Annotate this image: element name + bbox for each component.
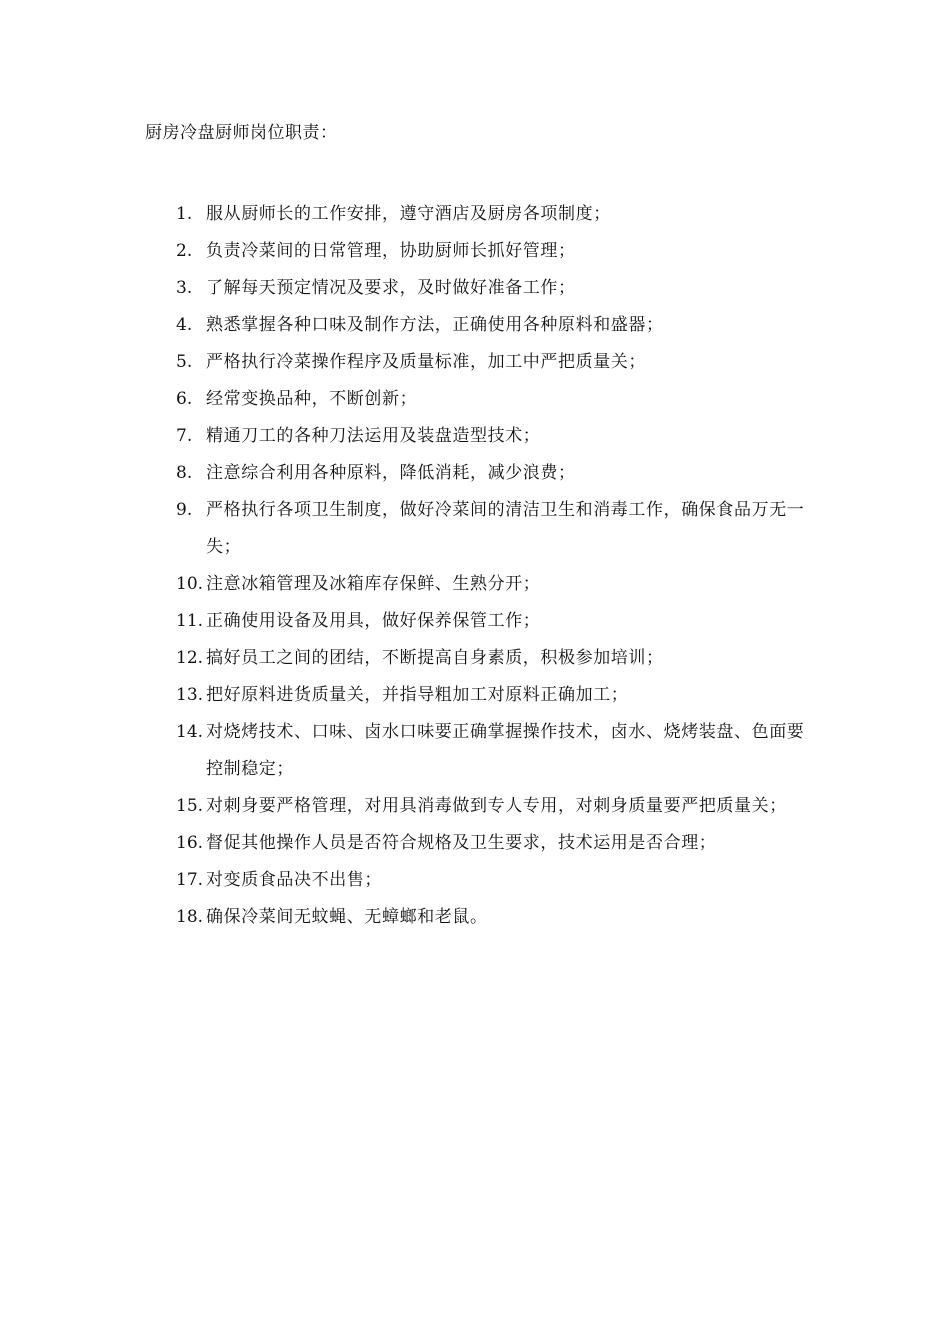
duty-text: 对刺身要严格管理，对用具消毒做到专人专用，对刺身质量要严把质量关； [206, 796, 787, 816]
duty-item [176, 307, 816, 344]
duty-item [176, 862, 816, 899]
duty-number: 7. [176, 426, 193, 446]
duty-item [176, 455, 816, 492]
duty-item [176, 677, 816, 714]
duty-item [176, 714, 816, 788]
duty-text: 严格执行冷菜操作程序及质量标准，加工中严把质量关； [206, 352, 646, 372]
duty-number: 9. [176, 500, 193, 520]
duty-text: 把好原料进货质量关，并指导粗加工对原料正确加工； [206, 685, 629, 705]
duty-text: 了解每天预定情况及要求，及时做好准备工作； [206, 278, 576, 298]
duty-number: 16. [176, 833, 204, 853]
duty-item [176, 233, 816, 270]
duty-item [176, 344, 816, 381]
duty-item [176, 603, 816, 640]
duty-number: 14. [176, 722, 204, 742]
duty-number: 18. [176, 907, 204, 927]
duty-text: 对烧烤技术、口味、卤水口味要正确掌握操作技术，卤水、烧烤装盘、色面要控制稳定； [206, 722, 805, 779]
duty-item [176, 640, 816, 677]
duty-text: 注意综合利用各种原料，降低消耗，减少浪费； [206, 463, 576, 483]
duty-text: 经常变换品种，不断创新； [206, 389, 418, 409]
duty-item [176, 825, 816, 862]
duty-text: 熟悉掌握各种口味及制作方法，正确使用各种原料和盛器； [206, 315, 664, 335]
duty-text: 确保冷菜间无蚊蝇、无蟑螂和老鼠。 [206, 907, 488, 927]
duty-item [176, 492, 816, 566]
duty-text: 搞好员工之间的团结，不断提高自身素质，积极参加培训； [206, 648, 664, 668]
duty-item [176, 788, 816, 825]
duty-list [176, 196, 816, 936]
duty-text: 督促其他操作人员是否符合规格及卫生要求，技术运用是否合理； [206, 833, 717, 853]
duty-text: 对变质食品决不出售； [206, 870, 382, 890]
duty-number: 17. [176, 870, 204, 890]
duty-text: 严格执行各项卫生制度，做好冷菜间的清洁卫生和消毒工作，确保食品万无一失； [206, 500, 805, 557]
duty-text: 注意冰箱管理及冰箱库存保鲜、生熟分开； [206, 574, 541, 594]
duty-text: 负责冷菜间的日常管理，协助厨师长抓好管理； [206, 241, 576, 261]
duty-number: 6. [176, 389, 193, 409]
duty-number: 4. [176, 315, 193, 335]
duty-number: 8. [176, 463, 193, 483]
duty-number: 13. [176, 685, 204, 705]
duty-number: 11. [176, 611, 204, 631]
duty-item [176, 381, 816, 418]
duty-item [176, 270, 816, 307]
duty-text: 正确使用设备及用具，做好保养保管工作； [206, 611, 541, 631]
duty-number: 1. [176, 204, 193, 224]
duty-text: 服从厨师长的工作安排，遵守酒店及厨房各项制度； [206, 204, 611, 224]
duty-number: 12. [176, 648, 204, 668]
document-title: 厨房冷盘厨师岗位职责： [145, 123, 338, 143]
duty-item [176, 418, 816, 455]
duty-number: 15. [176, 796, 204, 816]
duty-number: 3. [176, 278, 193, 298]
duty-item [176, 899, 816, 936]
duty-number: 10. [176, 574, 204, 594]
duty-number: 5. [176, 352, 193, 372]
duty-item [176, 566, 816, 603]
duty-text: 精通刀工的各种刀法运用及装盘造型技术； [206, 426, 541, 446]
duty-number: 2. [176, 241, 193, 261]
duty-item [176, 196, 816, 233]
